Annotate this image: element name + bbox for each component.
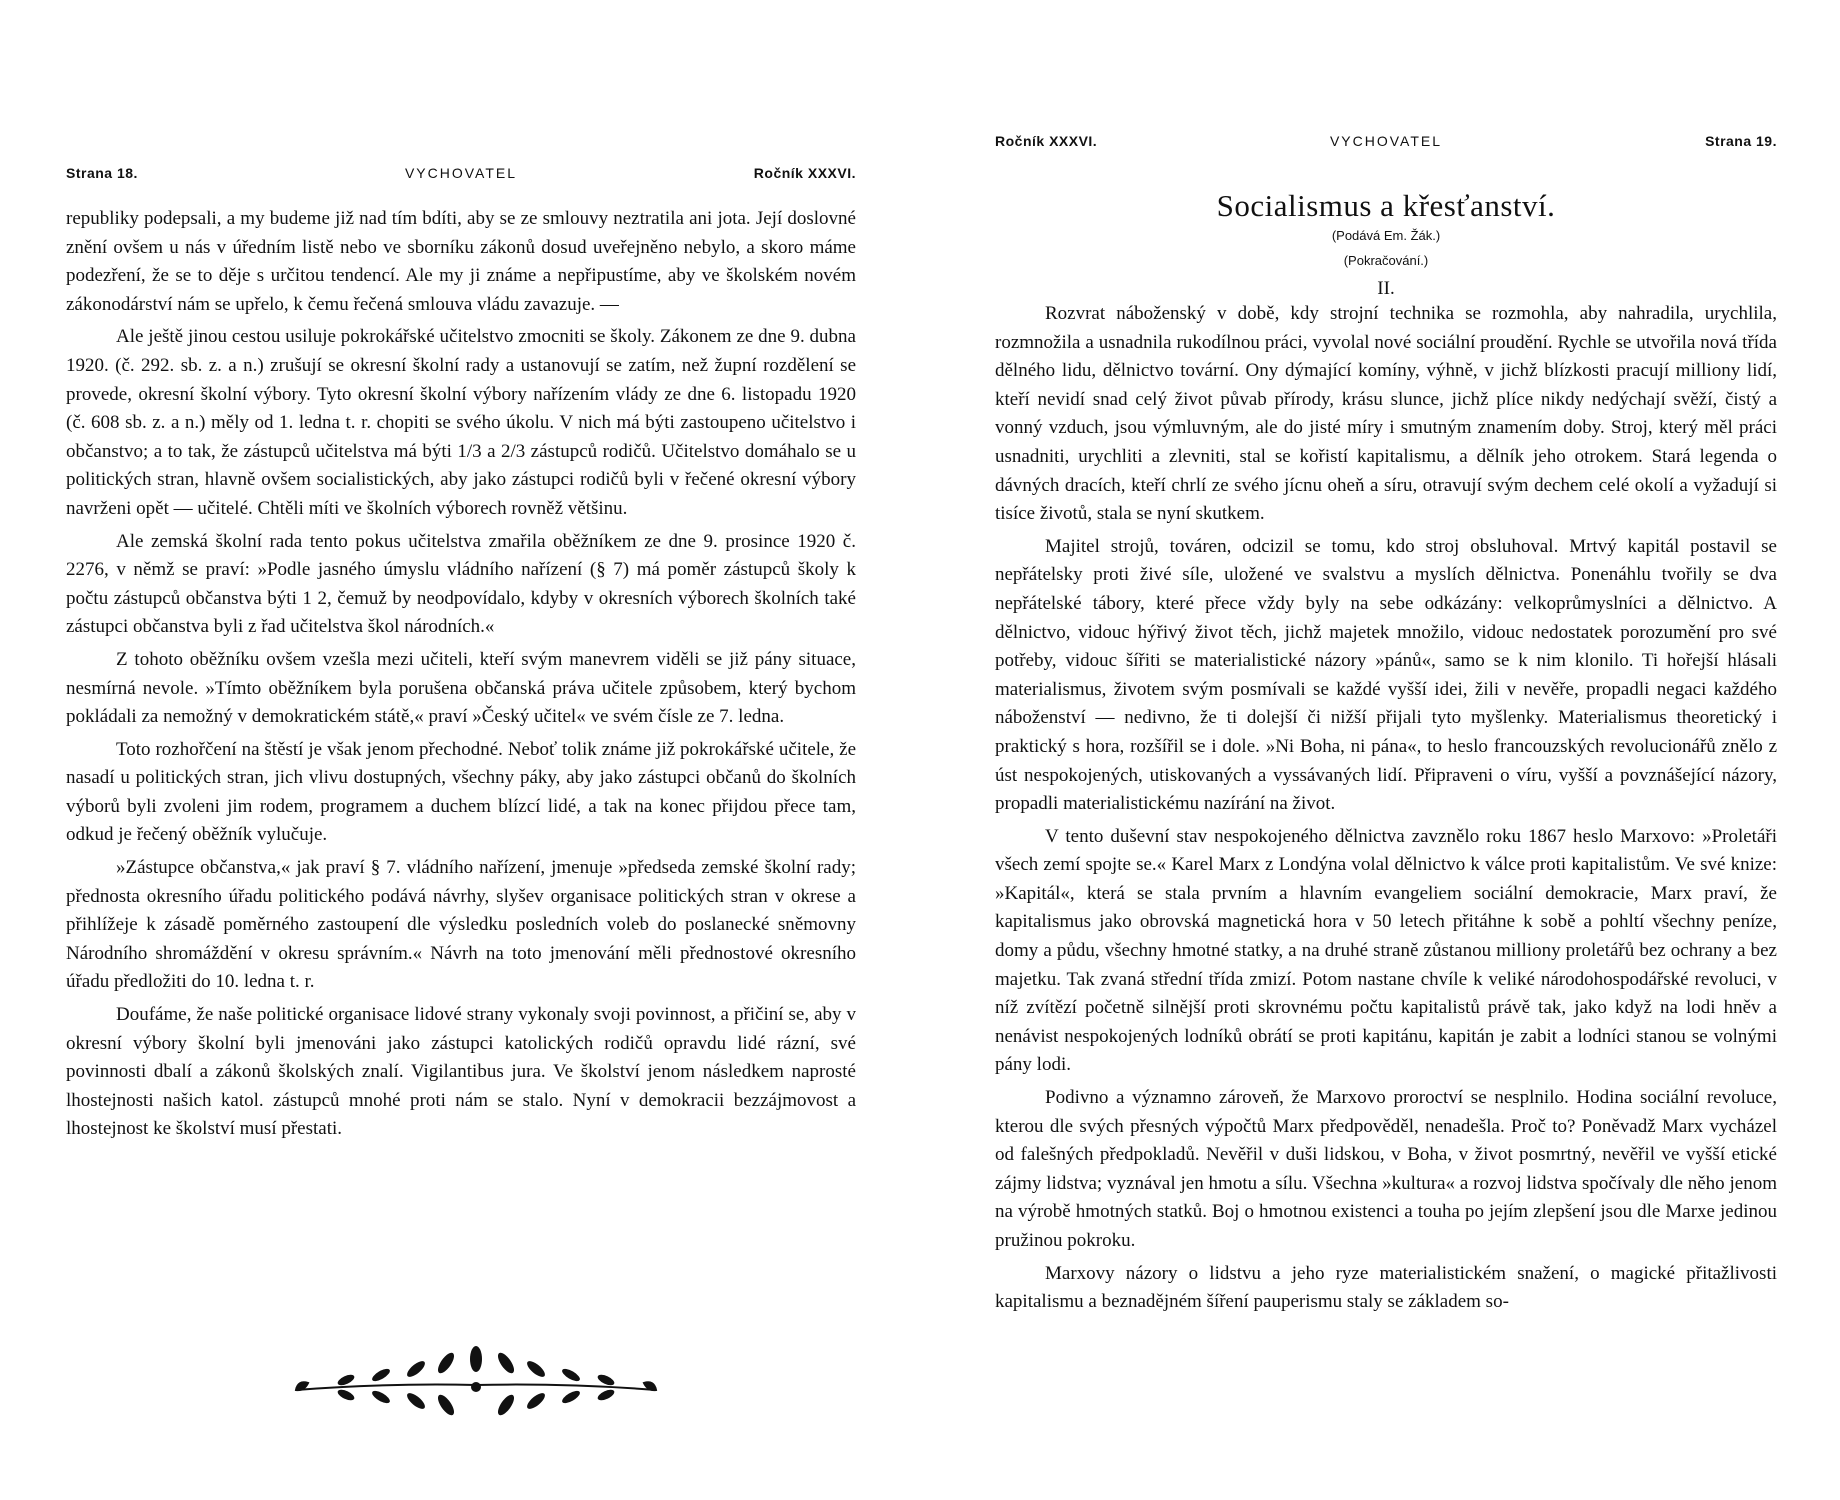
paragraph: Marxovy názory o lidstvu a jeho ryze materialistickém snažení, o magické přitažlivosti kapitalismu a beznadějném šíření pauperismu staly se základem so- <box>995 1262 1777 1313</box>
page-number: Strana 19. <box>1705 133 1777 149</box>
volume-number: Ročník XXXVI. <box>753 165 856 181</box>
paragraph: Z tohoto oběžníku ovšem vzešla mezi učiteli, kteří svým manevrem viděli se již pány situace, nesmírná nevole. »Tímto oběžníkem byla porušena občanská práva učitele způsobem, který bychom pokládali za nemožný v demokratickém státě,« praví »Český učitel« ve svém čísle ze 7. ledna. <box>66 648 856 728</box>
volume-number: Ročník XXXVI. <box>995 133 1098 149</box>
article-title: Socialismus a křesťanství. <box>1216 188 1556 223</box>
left-body-text <box>66 205 856 1148</box>
paragraph: Ale ještě jinou cestou usiluje pokrokářské učitelstvo zmocniti se školy. Zákonem ze dne 9. dubna 1920. (č. 292. sb. z. a n.) zrušují se okresní školní rady a ustanovují se zatím, než župní rozdělení se provede, okresní školní výbory. Tyto okresní školní výbory nařízením vlády ze dne 6. listopadu 1920 (č. 608 sb. z. a n.) měly od 1. ledna t. r. chopiti se svého úkolu. V nich má býti zastoupeno učitelstvo i občanstvo; a to tak, že zástupců učitelstva má býti 1/3 a 2/3 zástupců rodičů. Učitelstvo domáhalo se u politických stran, hlavně ovšem socialistických, aby jako zástupci rodičů byli v řečené okresní výbory navrženi opět — učitelé. Chtěli míti ve školních výborech rovněž většinu. <box>66 326 856 519</box>
paragraph: »Zástupce občanstva,« jak praví § 7. vládního nařízení, jmenuje »předseda zemské školní rady; přednosta okresního úřadu politického podává návrhy, slyšev organisace politických stran v okrese a přihlížeje k zásadě poměrného zastoupení dle výsledku posledních voleb do poslanecké sněmovny Národního shromáždění v okresu správním.« Návrh na toto jmenování měli přednostové okresního úřadu předložiti do 10. ledna t. r. <box>66 857 856 993</box>
article-heading <box>995 188 1777 301</box>
running-head-left <box>66 165 856 185</box>
olive-branch-ornament-icon <box>286 1345 666 1420</box>
paragraph: Rozvrat náboženský v době, kdy strojní technika se rozmohla, aby nahradila, urychlila, rozmnožila a usnadnila rukodílnou práci, vyvolal nové sociální proudění. Rychle se utvořila nová třída dělného lidu, dělnictvo tovární. Ony dýmající komíny, výhně, v jichž blízkosti pracují milliony lidí, kteří nevidí snad celý život půvab přírody, krásu slunce, jichž plíce nikdy nedýchají svěží, čistý a vonný vzduch, jsou výmluvným, ale do jisté míry i smutným znamením doby. Stroj, který měl práci usnadniti, urychliti a zlevniti, stal se kořistí kapitalismu, a dělník jeho otrokem. Stará legenda o dávných dracích, kteří chrlí ze svého jícnu oheň a síru, otravují svým dechem celé okolí a vyžadují si tisíce životů, stala se nyní skutkem. <box>995 303 1777 525</box>
right-body-text <box>995 300 1777 1321</box>
paragraph: Podivno a významno zároveň, že Marxovo proroctví se nesplnilo. Hodina sociální revoluce, kterou dle svých přesných výpočtů Marx předpověděl, nenadešla. Proč to? Poněvadž Marx vycházel od falešných předpokladů. Nevěřil v duši lidskou, v Boha, v život posmrtný, nevěřil ve vyšší etické zájmy lidstva; vyznával jen hmotu a sílu. Všechna »kultura« a rozvoj lidstva spočívaly dle něho jenom na výrobě hmotných statků. Boj o hmotnou existenci a touha po jejím zlepšení jsou dle Marxe jedinou pružinou pokroku. <box>995 1087 1777 1251</box>
journal-title: VYCHOVATEL <box>404 165 518 181</box>
section-number: II. <box>1377 278 1395 299</box>
paragraph: Doufáme, že naše politické organisace lidové strany vykonaly svoji povinnost, a přičiní se, aby v okresní výbory školní byli jmenováni jako zástupci katolických rodičů opravdu lidé rázní, své povinnosti dbalí a zákonů školských znalí. Vigilantibus jura. Ve školství jenom následkem naprosté lhostejnosti našich katol. zástupců mnohé proti nám se stalo. Nyní v demokracii bezzájmovost a lhostejnost ke školství musí přestati. <box>66 1004 856 1140</box>
right-page <box>995 0 1777 1500</box>
paragraph: Toto rozhořčení na štěstí je však jenom přechodné. Neboť tolik známe již pokrokářské učitele, že nasadí u politických stran, jich vlivu dostupných, všechny páky, aby jako zástupci občanů do školních výborů byli zvoleni jim rodem, programem a duchem blízcí lidé, a tak na konec přijdou přece tam, odkud je řečený oběžník vylučuje. <box>66 738 856 846</box>
page-number: Strana 18. <box>66 165 138 181</box>
paragraph: Majitel strojů, továren, odcizil se tomu, kdo stroj obsluhoval. Mrtvý kapitál postavil se nepřátelsky proti živé síle, uložené ve svalstvu a myslích dělnictva. Ponenáhlu tvořily se dva nepřátelské tábory, které přece vždy byly na sebe odkázány: velkoprůmyslníci a dělnictvo. A dělnictvo, vidouc hýřivý život těch, jichž majetek množilo, vidouc nedostatek porozumění pro své potřeby, vidouc šířiti se materialistické názory »pánů«, samo se k nim klonilo. Ti hořejší hlásali materialismus, životem svým posmívali se každé vyšší idei, žili v nevěře, propadli negaci každého náboženství — nedivno, že ti dolejší či nižší přijali tyto myšlenky. Materialismus theoretický i praktický s hora, rozšířil se i dole. »Ni Boha, ni pána«, to heslo francouzských revolucionářů znělo z úst nespokojených, utiskovaných a vyssávaných lidí. Připraveni o víru, vyšší a povznášející názory, propadli materialistickému nazírání na život. <box>995 535 1777 815</box>
running-head-right <box>995 133 1777 153</box>
paragraph: republiky podepsali, a my budeme již nad tím bdíti, aby se ze smlouvy neztratila ani jota. Její doslovné znění ovšem u nás v úředním listě nebo ve sborníku zákonů dosud uveřejněno nebylo, a skoro máme podezření, že se to děje s určitou tendencí. Ale my ji známe a nepřipustíme, aby ve školském novém zákonodárství nám se upřelo, k čemu řečená smlouva vládu zavazuje. — <box>66 208 856 315</box>
article-author: (Podává Em. Žák.) <box>1331 228 1441 243</box>
paragraph: V tento duševní stav nespokojeného dělnictva zavznělo roku 1867 heslo Marxovo: »Proletáři všech zemí spojte se.« Karel Marx z Londýna volal dělnictvo k válce proti kapitalistům. Ve své knize: »Kapitál«, která se stala prvním a hlavním evangeliem sociální demokracie, Marx praví, že kapitalismus jako obrovská magnetická hora v 50 letech přitáhne k sobě a pohltí všechny peníze, domy a půdu, všechny hmotné statky, a na druhé straně zůstanou milliony proletářů bez ochrany a bez majetku. Tak zvaná střední třída zmizí. Potom nastane chvíle k veliké národohospodářské revoluci, v níž zvítězí početně silnější proti skrovnému počtu kapitalistů právě tak, jako když na lodi hněv a nenávist nespokojených lodníků obrátí se proti kapitánu, kapitán je zabit a lodníci stanou se volnými pány lodi. <box>995 825 1777 1076</box>
left-page <box>66 0 856 1500</box>
paragraph: Ale zemská školní rada tento pokus učitelstva zmařila oběžníkem ze dne 9. prosince 1920 č. 2276, v němž se praví: »Podle jasného úmyslu vládního nařízení (§ 7) má poměr zástupců školy k počtu zástupců občanstva býti 1 2, čemuž by neodpovídalo, kdyby v okresních výborech školních také zástupci občanstva byli z řad učitelstva škol národních.« <box>66 530 856 638</box>
article-continuation: (Pokračování.) <box>1343 253 1429 268</box>
journal-title: VYCHOVATEL <box>1329 133 1443 149</box>
